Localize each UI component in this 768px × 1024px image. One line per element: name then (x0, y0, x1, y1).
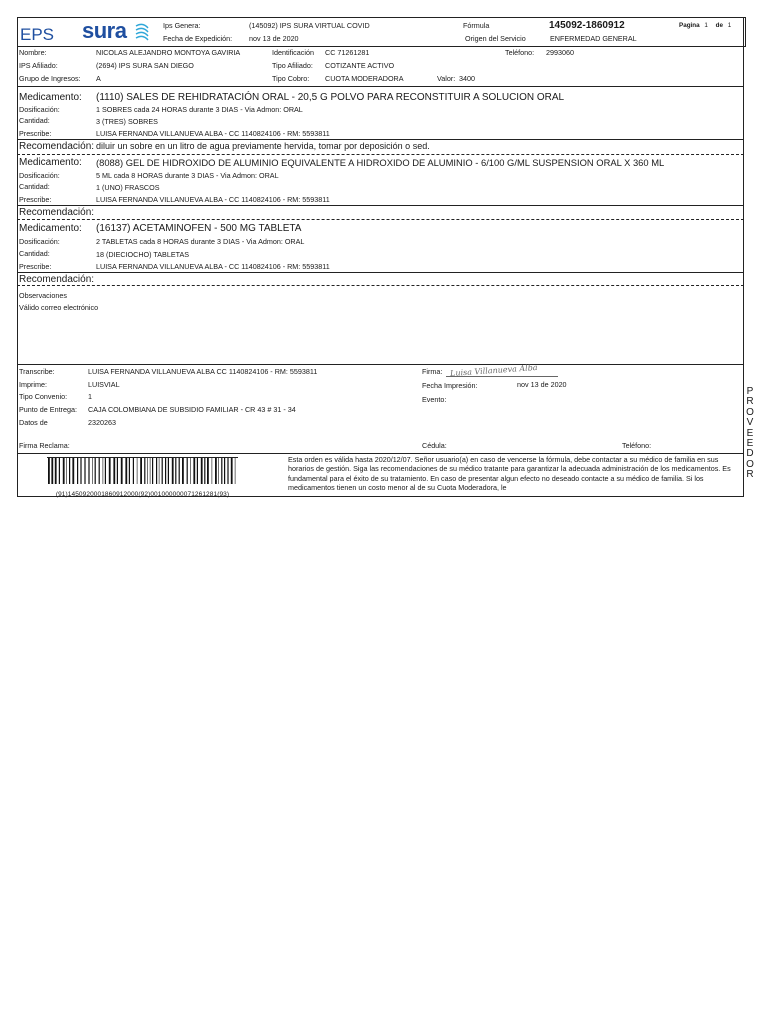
formula-number: 145092-1860912 (549, 20, 625, 31)
barcode-bar (95, 458, 96, 484)
de-label: de (715, 22, 724, 29)
barcode-bar (109, 458, 111, 484)
eps-logo: EPS (20, 25, 55, 44)
barcode-bar (59, 458, 60, 484)
barcode-bar (99, 458, 100, 484)
barcode-bar (77, 458, 78, 484)
barcode-bar (204, 458, 205, 484)
barcode-bar (72, 458, 74, 484)
datos-value: 2320263 (88, 418, 116, 427)
firma-line (446, 376, 558, 377)
med3-reco-rule (17, 272, 744, 273)
med3-cant-label: Cantidad: (19, 249, 50, 258)
side-letter: R (746, 469, 754, 481)
med1-cant-value: 3 (TRES) SOBRES (96, 117, 158, 126)
barcode-bar (113, 458, 115, 484)
firma-reclama-label: Firma Reclama: (19, 441, 70, 450)
med2-name: (8088) GEL DE HIDROXIDO DE ALUMINIO EQUIVALENTE A HIDROXIDO DE ALUMINIO - 6/100 G/ML SUSPENSION ORAL X 360 ML (96, 157, 665, 168)
barcode-bar (172, 458, 174, 484)
barcode-bar (69, 458, 70, 484)
barcode-bar (193, 458, 195, 484)
origen-value: ENFERMEDAD GENERAL (550, 34, 637, 43)
valor-label: Valor: (437, 74, 456, 83)
side-letter: E (746, 438, 754, 449)
barcode-bar (165, 458, 166, 484)
barcode-bar (150, 458, 151, 484)
tipo-afiliado-value: COTIZANTE ACTIVO (325, 61, 395, 70)
origen-label: Origen del Servicio (465, 34, 526, 43)
nombre-value: NICOLAS ALEJANDRO MONTOYA GAVIRIA (96, 48, 241, 57)
barcode-bar (231, 458, 233, 484)
med3-cant-value: 18 (DIECIOCHO) TABLETAS (96, 250, 190, 259)
barcode-bar (133, 458, 134, 484)
barcode-bar (51, 458, 53, 484)
barcode-bar (92, 458, 93, 484)
valor-value: 3400 (459, 74, 475, 83)
barcode-bar (179, 458, 180, 484)
barcode-text: (91)1450920001860912000(92)001000000071261281(93) (55, 491, 230, 498)
med1-separator (17, 154, 744, 155)
med2-presc-value: LUISA FERNANDA VILLANUEVA ALBA - CC 1140824106 - RM: 5593811 (96, 195, 330, 204)
barcode-bar (156, 458, 157, 484)
side-letter: V (746, 417, 754, 429)
barcode-bar (162, 458, 163, 484)
sura-logo-text: sura (82, 18, 127, 43)
barcode-bar (152, 458, 153, 484)
barcode-bar (212, 458, 213, 484)
pagina-total: 1 (727, 22, 732, 29)
side-letter: O (746, 406, 754, 418)
fecha-impresion-value: nov 13 de 2020 (517, 380, 567, 389)
transcribe-value: LUISA FERNANDA VILLANUEVA ALBA CC 1140824106 - RM: 5593811 (88, 367, 318, 376)
barcode-bars (47, 458, 238, 485)
sura-logo-mark (134, 20, 150, 42)
tipo-convenio-value: 1 (88, 392, 92, 401)
page-indicator (679, 22, 731, 29)
footer-mid-rule (17, 453, 744, 454)
barcode-bar (221, 458, 222, 484)
barcode-bar (175, 458, 176, 484)
datos-label: Datos de (19, 418, 48, 427)
barcode (47, 457, 238, 498)
doctor-signature: Luisa Villanueva Alba (449, 362, 538, 379)
barcode-bar (190, 458, 191, 484)
barcode-bar (121, 458, 123, 484)
imprime-value: LUISVIAL (88, 380, 120, 389)
nombre-label: Nombre: (19, 48, 47, 57)
med1-label: Medicamento: (19, 92, 82, 103)
side-letter: P (746, 386, 754, 397)
med2-cant-value: 1 (UNO) FRASCOS (96, 183, 160, 192)
barcode-bar (80, 458, 81, 484)
barcode-bar (63, 458, 65, 484)
tipo-afiliado-label: Tipo Afiliado: (272, 61, 313, 70)
barcode-bar (88, 458, 89, 484)
ips-afiliado-label: IPS Afiliado: (19, 61, 58, 70)
footer-left-edge (17, 17, 18, 497)
grupo-label: Grupo de Ingresos: (19, 74, 81, 83)
observaciones-label: Observaciones (19, 291, 67, 300)
footer-top-rule (17, 364, 744, 365)
barcode-bar (224, 458, 225, 484)
med2-dosif-value: 5 ML cada 8 HORAS durante 3 DIAS - Via Admon: ORAL (96, 171, 279, 180)
med1-dosif-label: Dosificación: (19, 105, 60, 114)
pagina-label: Pagina (679, 22, 700, 29)
telefono-label: Teléfono: (505, 48, 535, 57)
med1-presc-label: Prescribe: (19, 129, 52, 138)
med1-reco-rule (17, 139, 744, 140)
barcode-bar (66, 458, 67, 484)
fecha-impresion-label: Fecha Impresión: (422, 381, 478, 390)
validity-notice: Esta orden es válida hasta 2020/12/07. Señor usuario(a) en caso de vencerse la fórmula, debe contactar a su médico de familia en sus horarios de gestión. Siga las recomendaciones de su médico tratante para garantizar la adecuada administración de los medicamentos. Es fundamental para el éxito de su tratamiento. En caso de presentar algun efecto no deseado contacte a su médico de familia. Si los medicamentos tienen un costo menor al de su Cuota Moderadora, le (288, 455, 731, 492)
ips-genera-value: (145092) IPS SURA VIRTUAL COVID (249, 21, 370, 30)
identificacion-label: Identificación (272, 48, 314, 57)
med1-cant-label: Cantidad: (19, 116, 50, 125)
med2-cant-label: Cantidad: (19, 182, 50, 191)
med1-reco-value: diluir un sobre en un litro de agua previamente hervida, tomar por deposición o sed. (96, 141, 430, 151)
med2-label: Medicamento: (19, 157, 82, 168)
footer-right-edge (743, 17, 744, 497)
med2-presc-label: Prescribe: (19, 195, 52, 204)
barcode-bar (159, 458, 160, 484)
pagina-num: 1 (704, 22, 708, 29)
barcode-bar (84, 458, 85, 484)
imprime-label: Imprime: (19, 380, 47, 389)
fecha-exp-value: nov 13 de 2020 (249, 34, 299, 43)
punto-entrega-label: Punto de Entrega: (19, 405, 77, 414)
barcode-bar (218, 458, 219, 484)
barcode-bar (140, 458, 142, 484)
med3-name: (16137) ACETAMINOFEN - 500 MG TABLETA (96, 223, 302, 234)
barcode-bar (137, 458, 138, 484)
formula-label: Fórmula (463, 21, 490, 30)
barcode-bar (129, 458, 130, 484)
med3-presc-label: Prescribe: (19, 262, 52, 271)
patient-divider (17, 86, 744, 87)
med1-name: (1110) SALES DE REHIDRATACIÓN ORAL - 20,5 G POLVO PARA RECONSTITUIR A SOLUCION ORAL (96, 92, 565, 103)
transcribe-label: Transcribe: (19, 367, 55, 376)
med3-reco-label: Recomendación: (19, 274, 95, 285)
barcode-bar (147, 458, 148, 484)
barcode-bar (215, 458, 217, 484)
tipo-cobro-label: Tipo Cobro: (272, 74, 310, 83)
footer-telefono-label: Teléfono: (622, 441, 652, 450)
med2-separator (17, 219, 744, 220)
barcode-bar (48, 458, 50, 484)
ips-genera-label: Ips Genera: (163, 21, 201, 30)
barcode-bar (125, 458, 127, 484)
med2-dosif-label: Dosificación: (19, 171, 60, 180)
med1-dosif-value: 1 SOBRES cada 24 HORAS durante 3 DIAS - Via Admon: ORAL (96, 105, 303, 114)
barcode-bar (201, 458, 203, 484)
med2-reco-rule (17, 205, 744, 206)
med3-label: Medicamento: (19, 223, 82, 234)
med1-reco-label: Recomendación: (19, 141, 95, 152)
grupo-value: A (96, 74, 101, 83)
side-letter: R (746, 396, 754, 408)
barcode-bar (227, 458, 228, 484)
ips-afiliado-value: (2694) IPS SURA SAN DIEGO (96, 61, 194, 70)
barcode-bar (55, 458, 57, 484)
cedula-label: Cédula: (422, 441, 447, 450)
side-letter: E (746, 427, 754, 439)
identificacion-value: CC 71261281 (325, 48, 370, 57)
barcode-bar (168, 458, 169, 484)
evento-label: Evento: (422, 395, 447, 404)
observaciones-value: Válido correo electrónico (19, 303, 99, 312)
barcode-bar (197, 458, 198, 484)
sura-logo (82, 18, 126, 44)
tipo-convenio-label: Tipo Convenio: (19, 392, 68, 401)
barcode-bar (117, 458, 118, 484)
med1-presc-value: LUISA FERNANDA VILLANUEVA ALBA - CC 1140824106 - RM: 5593811 (96, 129, 330, 138)
med2-reco-label: Recomendación: (19, 207, 95, 218)
med3-dosif-value: 2 TABLETAS cada 8 HORAS durante 3 DIAS - Via Admon: ORAL (96, 237, 305, 246)
fecha-exp-label: Fecha de Expedición: (163, 34, 233, 43)
med3-presc-value: LUISA FERNANDA VILLANUEVA ALBA - CC 1140824106 - RM: 5593811 (96, 262, 330, 271)
barcode-bar (105, 458, 106, 484)
telefono-value: 2993060 (546, 48, 574, 57)
tipo-cobro-value: CUOTA MODERADORA (325, 74, 404, 83)
med3-separator (17, 285, 744, 286)
barcode-bar (187, 458, 188, 484)
med3-dosif-label: Dosificación: (19, 237, 60, 246)
barcode-bar (182, 458, 184, 484)
barcode-bar (144, 458, 145, 484)
barcode-bar (103, 458, 104, 484)
barcode-bar (207, 458, 209, 484)
punto-entrega-value: CAJA COLOMBIANA DE SUBSIDIO FAMILIAR - CR 43 # 31 - 34 (88, 405, 296, 414)
barcode-bar (235, 458, 236, 484)
firma-label: Firma: (422, 367, 443, 376)
side-letter: O (746, 458, 754, 470)
side-letter: D (746, 448, 754, 460)
